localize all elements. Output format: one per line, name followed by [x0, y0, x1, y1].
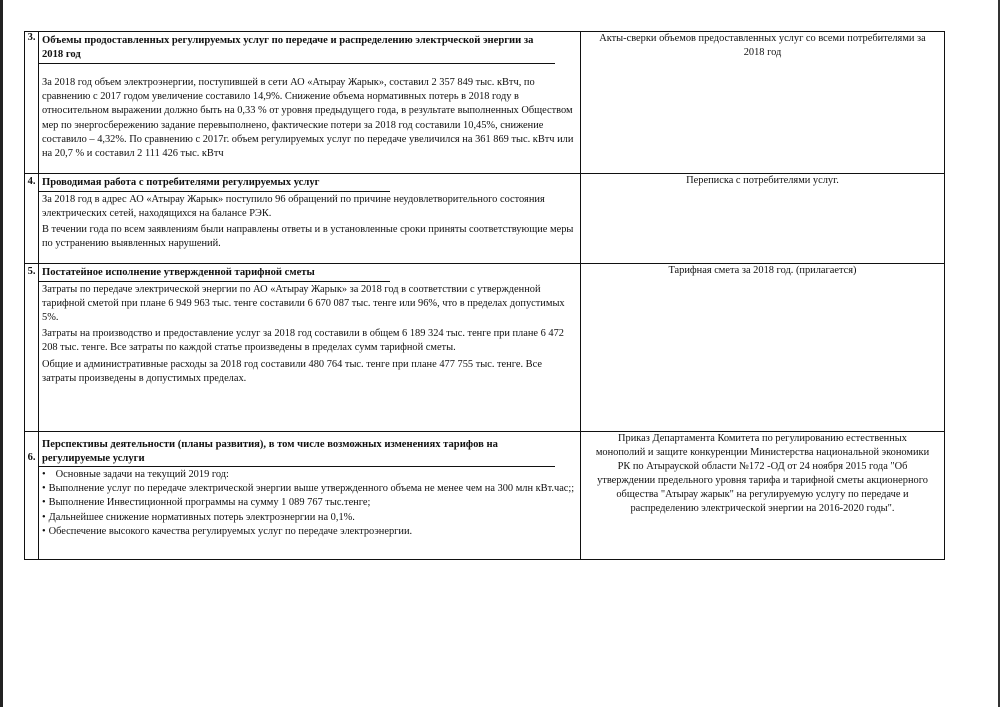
- list-item-text: Основные задачи на текущий 2019 год:: [55, 469, 229, 480]
- list-item: [42, 511, 577, 525]
- scan-edge-left: [0, 0, 3, 707]
- list-item-text: Выполнение услуг по передаче электрической энергии выше утвержденного объема не менее чем на 300 млн кВт.час;;: [48, 483, 575, 495]
- row-heading: Проводимая работа с потребителями регулируемых услуг: [39, 174, 390, 192]
- row-heading: Объемы продоставленных регулируемых услуг по передаче и распределению электрческой энергии за 2018 год: [39, 32, 555, 64]
- bullet-icon: •: [42, 483, 46, 495]
- row-content: [39, 174, 581, 264]
- bullet-icon: •: [42, 511, 46, 523]
- row-heading: Постатейное исполнение утвержденной тарифной сметы: [39, 264, 390, 282]
- row-number: 6.: [25, 432, 39, 560]
- table-row: [25, 432, 945, 560]
- list-item: [42, 468, 577, 482]
- row-text: Затраты на производство и предоставление услуг за 2018 год составили в общем 6 189 324 тыс. тенге при плане 6 472 208 тыс. тенге. Все затраты по каждой статье произведены в пределах сумм тарифной сметы.: [42, 328, 564, 354]
- list-item: [42, 482, 577, 496]
- bullet-icon: •: [42, 469, 46, 480]
- row-text: В течении года по всем заявлениям были направлены ответы и в установленные сроки приняты соответствующие меры по устранению выявленных нарушений.: [42, 223, 574, 250]
- row-heading: Перспективы деятельности (планы развития), в том числе возможных изменениях тарифов на регулируемые услуги: [39, 432, 555, 467]
- row-side-note: Приказ Департамента Комитета по регулированию естественных монополий и защите конкуренции Министерства национальной экономики РК по Атырауской области №172 -ОД от 24 ноября 2015 года "Об утверждении предельного уровня тарифа и тарифной сметы акционерного общества "Атырау жарык" на регулируемую услугу по передаче и распределению электрической энергии на 2016-2020 годы".: [581, 432, 945, 560]
- row-content: [39, 32, 581, 174]
- row-number: 4.: [25, 174, 39, 264]
- bullet-list: [39, 467, 580, 541]
- row-content: [39, 432, 581, 560]
- row-side-note: Акты-сверки объемов предоставленных услуг со всеми потребителями за 2018 год: [581, 32, 945, 174]
- row-text: За 2018 год объем электроэнергии, поступившей в сети АО «Атырау Жарык», составил 2 357 849 тыс. кВтч, по сравнению с 2017 годом увеличение составило 14,9%. Снижение объема нормативных потерь в 2018 году в относительном выражении должно быть на 0,33 % от уровня предыдущего года, в результате выполненных Обществом мер по энергосбережению задание перевыполнено, фактические потери за 2018 год составили 10,45%, снижение составило – 4,32%. По сравнению с 2017г. объем регулируемых услуг по передаче увеличился на 361 869 тыс. кВтч или на 20,7 % и составил 2 111 426 тыс. кВтч: [42, 77, 574, 160]
- report-table: [24, 31, 945, 560]
- row-text: За 2018 год в адрес АО «Атырау Жарык» поступило 96 обращений по причине неудовлетворительного состояния электрических сетей, находящихся на балансе РЭК.: [42, 193, 545, 219]
- table-row: [25, 174, 945, 264]
- list-item-text: Обеспечение высокого качества регулируемых услуг по передаче электроэнергии.: [48, 525, 413, 537]
- row-side-note: Переписка с потребителями услуг.: [581, 174, 945, 264]
- bullet-icon: •: [42, 525, 46, 537]
- list-item-text: Выполнение Инвестиционной программы на сумму 1 089 767 тыс.тенге;: [48, 497, 371, 509]
- list-item: [42, 525, 577, 539]
- bullet-icon: •: [42, 497, 46, 509]
- row-number: 3.: [25, 32, 39, 174]
- table-row: [25, 32, 945, 174]
- row-side-note: Тарифная смета за 2018 год. (прилагается): [581, 264, 945, 432]
- row-number: 5.: [25, 264, 39, 432]
- row-content: [39, 264, 581, 432]
- list-item: [42, 496, 577, 510]
- list-item-text: Дальнейшее снижение нормативных потерь электроэнергии на 0,1%.: [48, 511, 355, 523]
- row-text: Затраты по передаче электрической энергии по АО «Атырау Жарык» за 2018 год в соответствии с утвержденной тарифной сметой при плане 6 949 963 тыс. тенге составили 6 670 087 тыс. тенге или 96%, что в пределах допустимых 5%.: [42, 283, 565, 323]
- row-text: Общие и административные расходы за 2018 год составили 480 764 тыс. тенге при плане 477 755 тыс. тенге. Все затраты произведены в допустимых пределах.: [42, 358, 542, 384]
- table-row: [25, 264, 945, 432]
